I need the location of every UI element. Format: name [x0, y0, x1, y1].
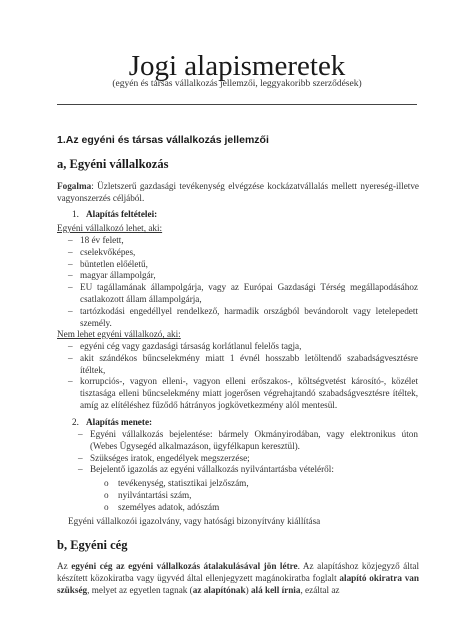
- lehet-list: [68, 235, 418, 329]
- list-item: – egyéni cég vagy gazdasági társaság korlátlanul felelős tagja,: [68, 341, 302, 351]
- title-divider: [57, 104, 417, 105]
- igazolas-item: tevékenység, statisztikai jelzőszám,: [118, 478, 249, 488]
- list-item: – EU tagállamának állampolgárja, vagy az Európai Gazdasági Térség megállapodásához csatlakozott állam állampolgárja,: [68, 282, 418, 304]
- egyeni-ceg-paragraph: Az egyéni cég az egyéni vállalkozás átalakulásával jön létre. Az alapításhoz közjegyző által készített közokiratba vagy ügyvéd által ellenjegyzett magánokiratba foglalt alapító okiratra van szükség, melyet az egyetlen tagnak (az alapítónak) alá kell írnia, ezáltal az: [57, 561, 420, 595]
- list-item: – korrupciós-, vagyon elleni-, vagyon elleni erőszakos-, költségvetést károsító-, közélet tisztasága elleni bűncselekmény miatt jogerősen végrehajtandó szabadságvesztésre ítéltek, amíg az elítéléshez fűződő hátrányos jogkövetkezmény alól mentesül.: [68, 376, 418, 410]
- nem-heading: Nem lehet egyéni vállalkozó, aki:: [57, 329, 181, 339]
- o-bullet: o: [104, 490, 109, 500]
- subsection-heading-b: b, Egyéni cég: [57, 538, 128, 552]
- o-bullet: o: [104, 502, 109, 512]
- igazolas-item: nyilvántartási szám,: [118, 490, 192, 500]
- list-item: – cselekvőképes,: [68, 246, 136, 257]
- menete-list: [78, 429, 418, 476]
- page-subtitle: (egyén és társas vállalkozás jellemzői, leggyakoribb szerződések): [112, 79, 362, 89]
- igazolas-item: személyes adatok, adószám: [118, 502, 220, 512]
- nem-list: [68, 341, 418, 412]
- list-number-1: 1.: [72, 209, 79, 219]
- page-title: Jogi alapismeretek: [128, 50, 346, 82]
- list-item: – tartózkodási engedéllyel rendelkező, harmadik országból bevándorolt vagy letelepedett személy.: [68, 305, 418, 328]
- list-item: – magyar állampolgár,: [68, 270, 156, 281]
- o-bullet: o: [104, 478, 109, 488]
- lehet-heading: Egyéni vállalkozó lehet, aki:: [57, 223, 163, 233]
- definition-paragraph: [57, 181, 419, 205]
- section-heading-1: 1.Az egyéni és társas vállalkozás jellemzői: [57, 134, 269, 146]
- subsection-heading-a: a, Egyéni vállalkozás: [57, 157, 169, 171]
- list-item: – büntetlen előéletű,: [68, 258, 148, 269]
- menete-title: Alapítás menete:: [86, 417, 153, 427]
- igazolvany-text: Egyéni vállalkozói igazolvány, vagy hatósági bizonyítvány kiállítása: [68, 516, 321, 526]
- alapitas-title: Alapítás feltételei:: [86, 209, 158, 219]
- list-item: – 18 év felett,: [68, 235, 124, 245]
- definition-text: : Üzletszerű gazdasági tevékenység elvégzése kockázatvállalás mellett nyereség-illetve vagyonszerzés céljából.: [57, 181, 419, 203]
- list-item: – Szükséges iratok, engedélyek megszerzése;: [78, 452, 250, 463]
- list-item: – Bejelentő igazolás az egyéni vállalkozás nyilvántartásba vételéről:: [78, 464, 334, 475]
- list-item: – akit szándékos bűncselekmény miatt 1 évnél hosszabb letöltendő szabadságvesztésre ítéltek,: [68, 352, 418, 375]
- list-number-2: 2.: [72, 417, 79, 427]
- definition-label: Fogalma: [57, 181, 92, 191]
- list-item: – Egyéni vállalkozás bejelentése: bármely Okmányirodában, vagy elektronikus úton (Webes Ügysegéd alkalmazáson, ügyfélkapun keresztül).: [78, 429, 418, 451]
